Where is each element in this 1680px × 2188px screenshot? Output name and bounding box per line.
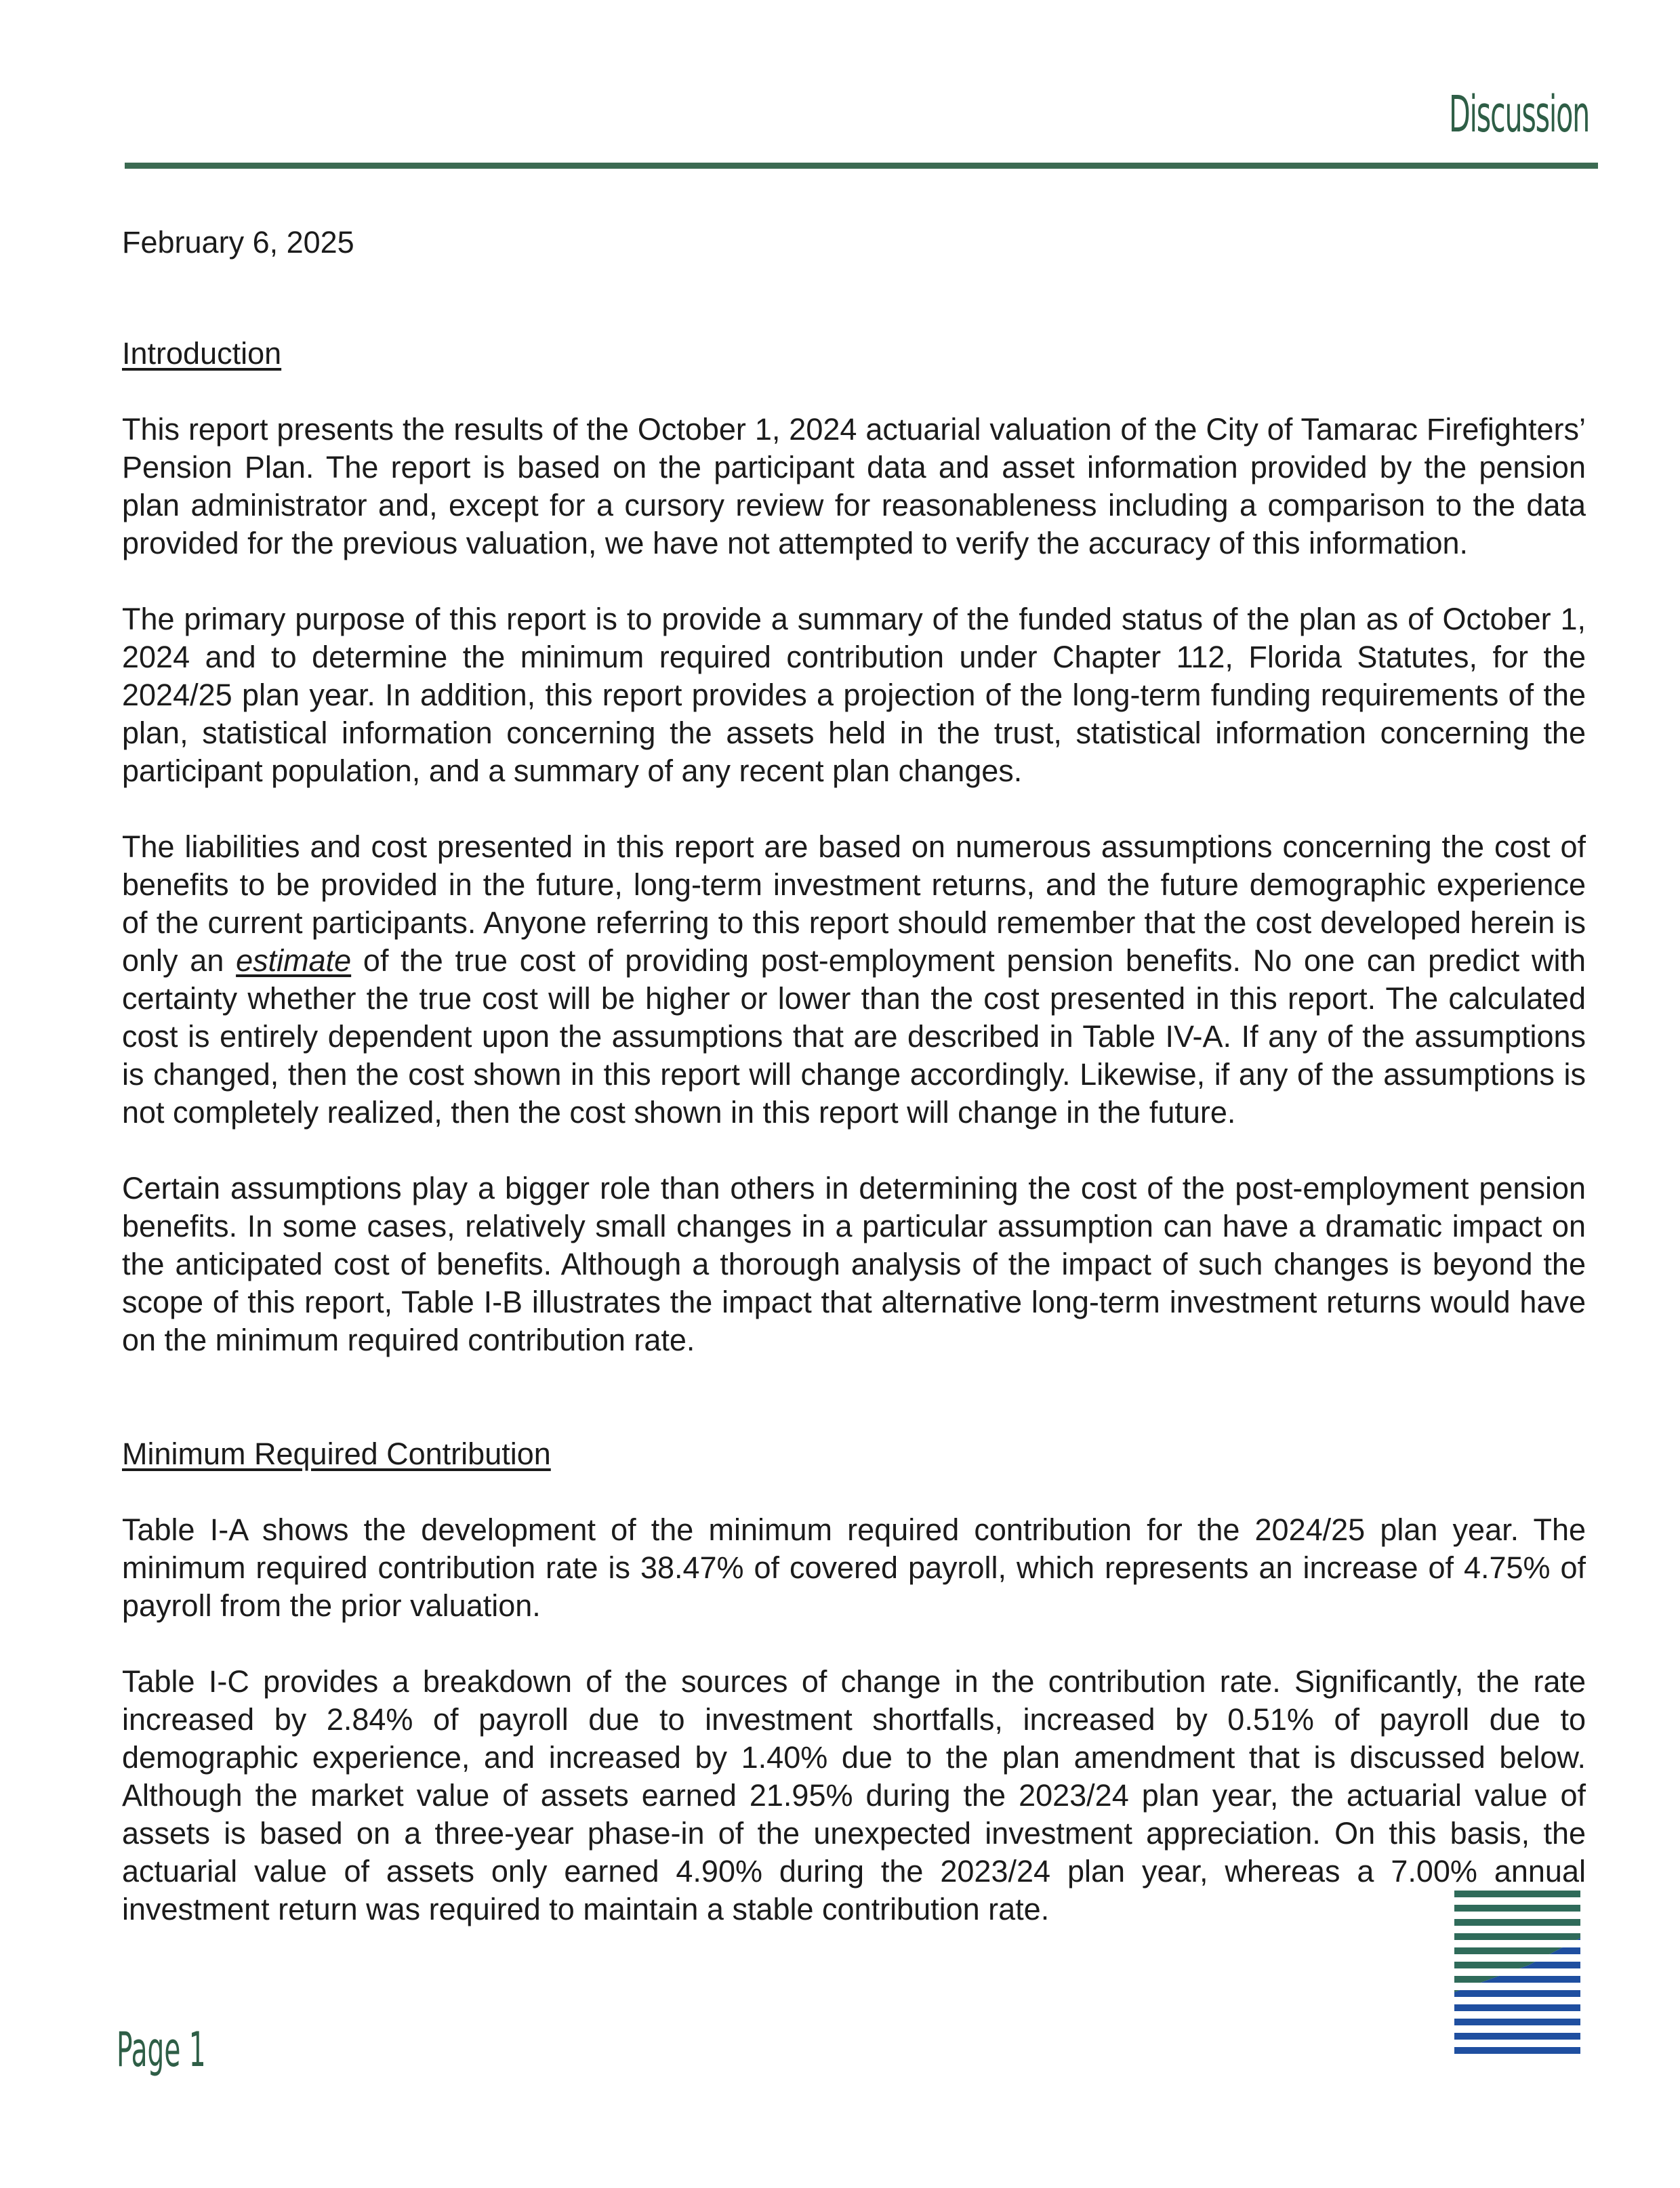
intro-paragraph-3-start: The liabilities and cost presented in this report are based on numerous assumptions concerning the cost of benefits to be provided in the future, long-term investment returns, and the future demographic experience of the current participants. Anyone referring to this report should remember that the cost developed herein is only an [122, 829, 1586, 978]
company-logo-icon [1454, 1891, 1580, 2063]
contribution-paragraph-1: Table I-A shows the development of the minimum required contribution for the 2024/25 plan year. The minimum required contribution rate is 38.47% of covered payroll, which represents an increase of 4.75% of payroll from the prior valuation. [122, 1512, 1586, 1623]
intro-paragraph-1: This report presents the results of the October 1, 2024 actuarial valuation of the City of Tamarac Firefighters’ Pension Plan. The report is based on the participant data and asset information provided by the pension plan administrator and, except for a cursory review for reasonableness including a comparison to the data provided for the previous valuation, we have not attempted to verify the accuracy of this information. [122, 412, 1586, 560]
intro-paragraph-3 [122, 828, 1586, 1132]
page-number: Page 1 [117, 2022, 206, 2078]
report-date: February 6, 2025 [122, 225, 354, 260]
contribution-paragraph-2: Table I-C provides a breakdown of the sources of change in the contribution rate. Significantly, the rate increased by 2.84% of payroll due to investment shortfalls, increased by 0.51% of payroll due to demographic experience, and increased by 1.40% due to the plan amendment that is discussed below. Although the market value of assets earned 21.95% during the 2023/24 plan year, the actuarial value of assets is based on a three-year phase-in of the unexpected investment appreciation. On this basis, the actuarial value of assets only earned 4.90% during the 2023/24 plan year, whereas a 7.00% annual investment return was required to maintain a stable contribution rate. [122, 1664, 1586, 1926]
section-title-introduction: Introduction [122, 336, 282, 371]
section-title-minimum-required-contribution: Minimum Required Contribution [122, 1437, 551, 1471]
intro-paragraph-4: Certain assumptions play a bigger role than others in determining the cost of the post-employment pension benefits. In some cases, relatively small changes in a particular assumption can have a dramatic impact on the anticipated cost of benefits. Although a thorough analysis of the impact of such changes is beyond the scope of this report, Table I-B illustrates the impact that alternative long-term investment returns would have on the minimum required contribution rate. [122, 1171, 1586, 1357]
page-heading: Discussion [1448, 85, 1589, 144]
emphasis-estimate: estimate [236, 943, 352, 978]
intro-paragraph-2: The primary purpose of this report is to provide a summary of the funded status of the plan as of October 1, 2024 and to determine the minimum required contribution under Chapter 112, Florida Statutes, for the 2024/25 plan year. In addition, this report provides a projection of the long-term funding requirements of the plan, statistical information concerning the assets held in the trust, statistical information concerning the participant population, and a summary of any recent plan changes. [122, 602, 1586, 788]
intro-paragraph-3-end: of the true cost of providing post-employment pension benefits. No one can predict with certainty whether the true cost will be higher or lower than the cost presented in this report. The calculated cost is entirely dependent upon the assumptions that are described in Table IV-A. If any of the assumptions is changed, then the cost shown in this report will change accordingly. Likewise, if any of the assumptions is not completely realized, then the cost shown in this report will change in the future. [122, 943, 1586, 1130]
header-divider [125, 163, 1598, 169]
document-body [122, 224, 1586, 1966]
